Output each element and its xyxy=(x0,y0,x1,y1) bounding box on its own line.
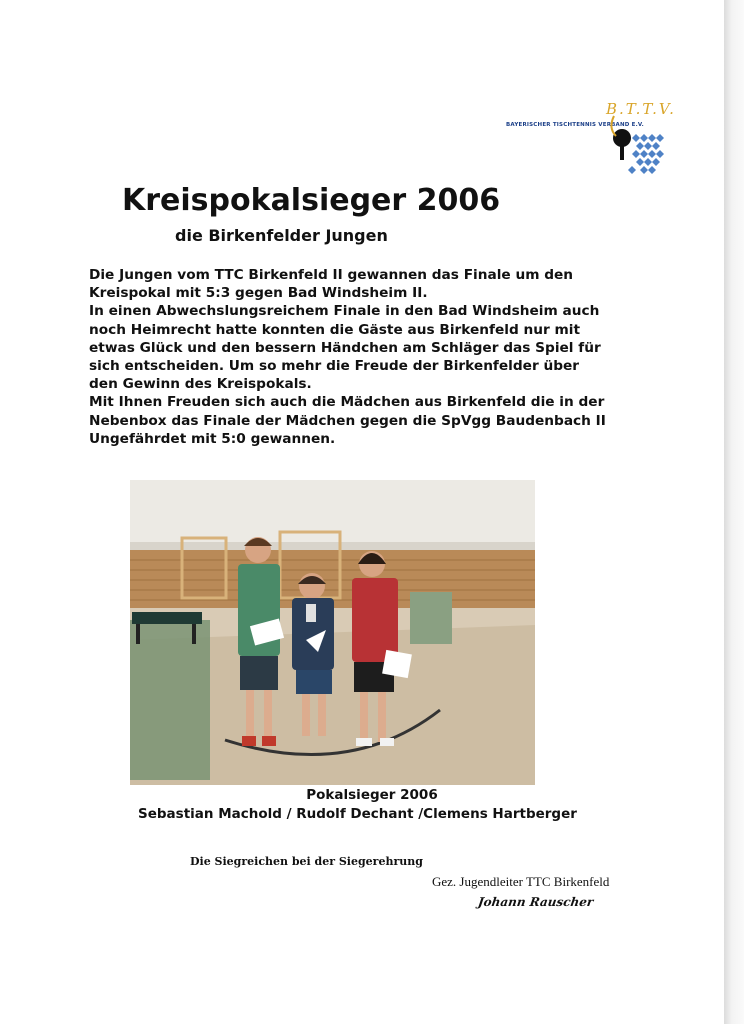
body-line: Mit Ihnen Freuden sich auch die Mädchen aus Birkenfeld die in der xyxy=(89,394,605,411)
table-tennis-diamond-icon xyxy=(606,114,666,176)
page-subtitle: die Birkenfelder Jungen xyxy=(175,226,388,245)
body-line: In einen Abwechslungsreichem Finale in den Bad Windsheim auch xyxy=(89,303,600,320)
body-line: etwas Glück und den bessern Händchen am Schläger das Spiel für xyxy=(89,339,601,356)
caption-title: Pokalsieger 2006 xyxy=(306,787,438,803)
body-line: den Gewinn des Kreispokals. xyxy=(89,376,312,393)
btv-logo xyxy=(506,100,676,176)
signatory-title: Gez. Jugendleiter TTC Birkenfeld xyxy=(432,874,610,889)
body-line: Ungefährdet mit 5:0 gewannen. xyxy=(89,430,336,447)
signature: Johann Rauscher xyxy=(477,895,595,909)
logo-letters: B.T.T.V. xyxy=(606,100,676,118)
logo-org-name: BAYERISCHER TISCHTENNIS VERBAND E.V. xyxy=(506,122,644,128)
page-edge-shadow xyxy=(724,0,744,1024)
body-line: sich entscheiden. Um so mehr die Freude der Birkenfelder über xyxy=(89,358,580,375)
page-title: Kreispokalsieger 2006 xyxy=(122,183,501,218)
body-line: Kreispokal mit 5:3 gegen Bad Windsheim II. xyxy=(89,285,428,302)
article-body xyxy=(89,266,689,448)
body-line: noch Heimrecht hatte konnten die Gäste aus Birkenfeld nur mit xyxy=(89,321,581,338)
body-line: Nebenbox das Finale der Mädchen gegen die SpVgg Baudenbach II xyxy=(89,412,606,429)
ceremony-note: Die Siegreichen bei der Siegerehrung xyxy=(190,855,423,868)
body-line: Die Jungen vom TTC Birkenfeld II gewannen das Finale um den xyxy=(89,267,574,283)
team-photo xyxy=(130,480,535,785)
caption-names: Sebastian Machold / Rudolf Dechant /Clemens Hartberger xyxy=(138,806,577,822)
